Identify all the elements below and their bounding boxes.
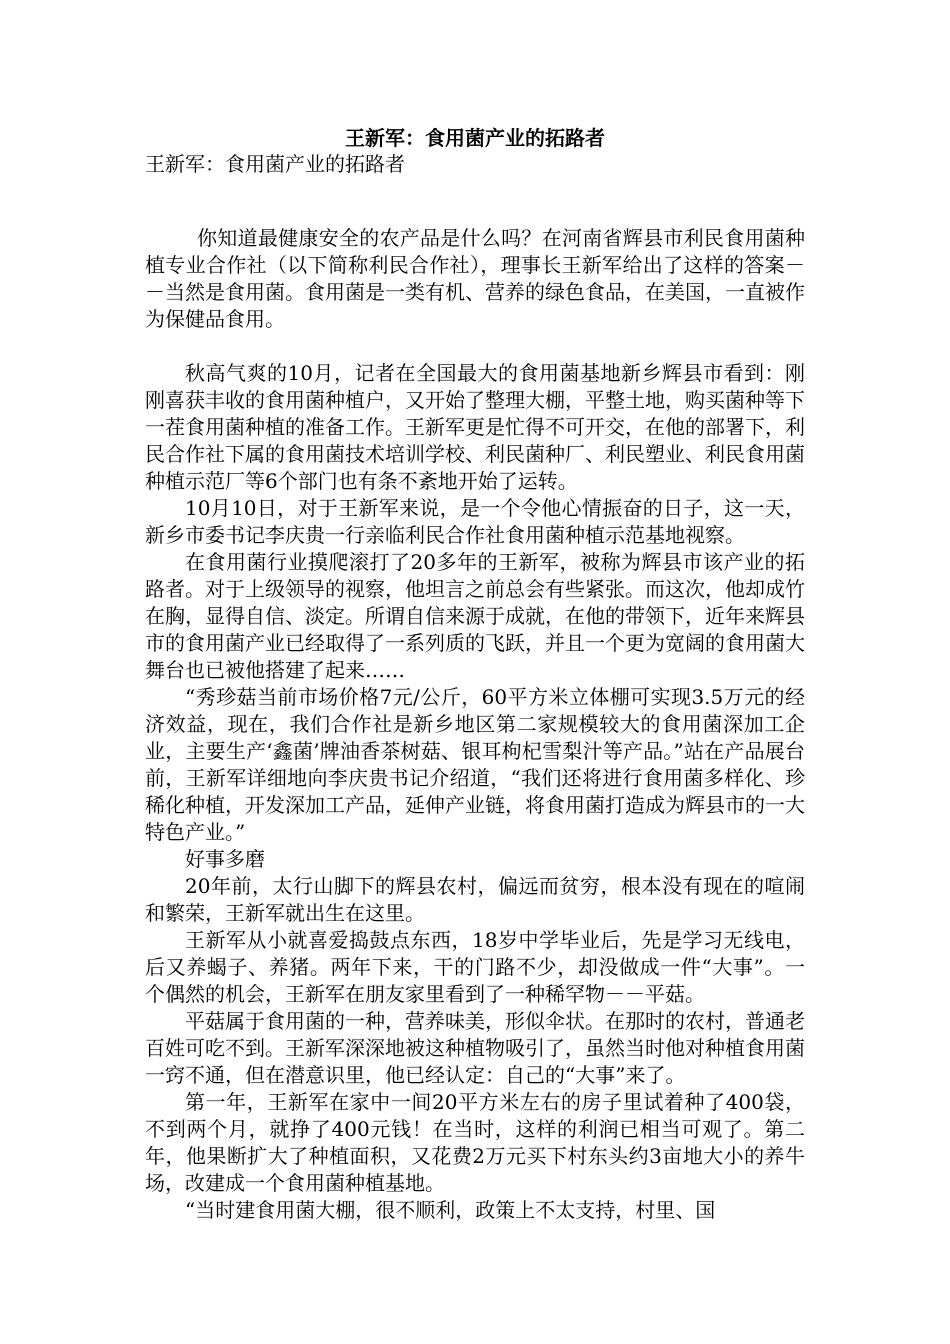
paragraph: “秀珍菇当前市场价格7元/公斤，60平方米立体棚可实现3.5万元的经济效益，现在，我们合作社是新乡地区第二家规模较大的食用菌深加工企业，主要生产‘鑫菌’牌油香茶树菇、银耳枸杞雪梨汁等产品。”站在产品展台前，王新军详细地向李庆贵书记介绍道，“我们还将进行食用菌多样化、珍稀化种植，开发深加工产品，延伸产业链，将食用菌打造成为辉县市的一大特色产业。”	[145, 685, 805, 844]
paragraph: 20年前，太行山脚下的辉县农村，偏远而贫穷，根本没有现在的喧闹和繁荣，王新军就出生在这里。	[145, 874, 805, 925]
paragraph: 平菇属于食用菌的一种，营养味美，形似伞状。在那时的农村，普通老百姓可吃不到。王新军深深地被这种植物吸引了，虽然当时他对种植食用菌一窍不通，但在潜意识里，他已经认定：自己的“大事”来了。	[145, 1009, 805, 1087]
paragraph: 第一年，王新军在家中一间20平方米左右的房子里试着种了400袋，不到两个月，就挣了400元钱！在当时，这样的利润已相当可观了。第二年，他果断扩大了种植面积，又花费2万元买下村东头约3亩地大小的养牛场，改建成一个食用菌种植基地。	[145, 1090, 805, 1195]
paragraph: “当时建食用菌大棚，很不顺利，政策上不太支持，村里、国	[185, 1198, 716, 1222]
paragraph-gap	[145, 198, 805, 225]
paragraph: 10月10日，对于王新军来说，是一个令他心情振奋的日子，这一天，新乡市委书记李庆贵一行亲临利民合作社食用菌种植示范基地视察。	[145, 496, 805, 547]
document-title: 王新军：食用菌产业的拓路者	[345, 126, 605, 150]
section-heading: 好事多磨	[185, 847, 265, 871]
document-subtitle: 王新军：食用菌产业的拓路者	[145, 152, 405, 176]
document-body	[145, 198, 805, 1224]
paragraph: 你知道最健康安全的农产品是什么吗？在河南省辉县市利民食用菌种植专业合作社（以下简称利民合作社），理事长王新军给出了这样的答案－－当然是食用菌。食用菌是一类有机、营养的绿色食品，在美国，一直被作为保健品食用。	[145, 226, 805, 331]
paragraph: 秋高气爽的10月，记者在全国最大的食用菌基地新乡辉县市看到：刚刚喜获丰收的食用菌种植户，又开始了整理大棚，平整土地，购买菌种等下一茬食用菌种植的准备工作。王新军更是忙得不可开交，在他的部署下，利民合作社下属的食用菌技术培训学校、利民菌种厂、利民塑业、利民食用菌种植示范厂等6个部门也有条不紊地开始了运转。	[145, 361, 805, 493]
paragraph-gap	[145, 333, 805, 360]
paragraph: 在食用菌行业摸爬滚打了20多年的王新军，被称为辉县市该产业的拓路者。对于上级领导的视察，他坦言之前总会有些紧张。而这次，他却成竹在胸，显得自信、淡定。所谓自信来源于成就，在他的带领下，近年来辉县市的食用菌产业已经取得了一系列质的飞跃，并且一个更为宽阔的食用菌大舞台也已被他搭建了起来……	[145, 550, 805, 682]
paragraph: 王新军从小就喜爱捣鼓点东西，18岁中学毕业后，先是学习无线电，后又养蝎子、养猪。两年下来，干的门路不少，却没做成一件“大事”。一个偶然的机会，王新军在朋友家里看到了一种稀罕物－－平菇。	[145, 928, 805, 1006]
